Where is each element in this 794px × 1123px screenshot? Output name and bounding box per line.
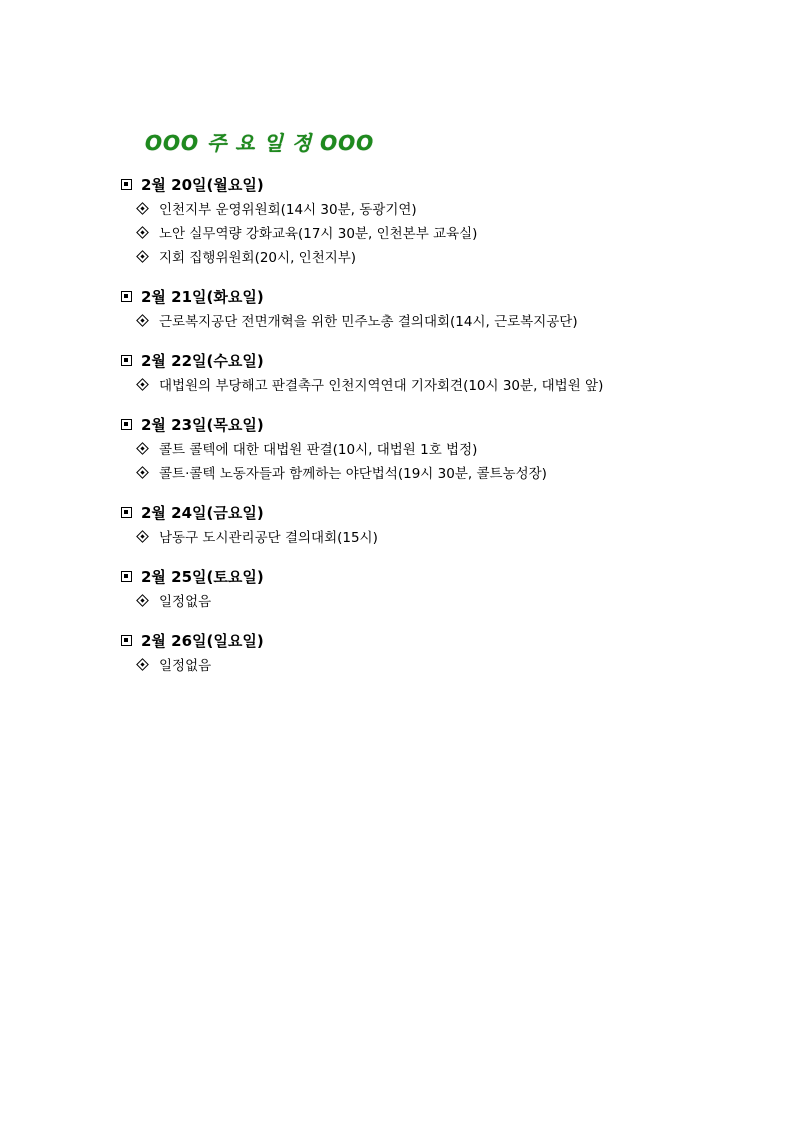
- day-date: 2월 20일(월요일): [141, 175, 264, 194]
- event-item: [121, 244, 761, 268]
- event-item: [121, 372, 761, 396]
- day-section: [121, 500, 761, 548]
- event-item: [121, 220, 761, 244]
- event-text: 콜트 콜텍에 대한 대법원 판결(10시, 대법원 1호 법정): [159, 442, 478, 458]
- diamond-bullet-icon: [136, 530, 149, 543]
- day-section: [121, 172, 761, 268]
- diamond-bullet-icon: [136, 466, 149, 479]
- day-header: [121, 172, 761, 196]
- day-date: 2월 21일(화요일): [141, 287, 264, 306]
- square-bullet-icon: [121, 571, 132, 582]
- day-section: [121, 628, 761, 676]
- page-title: OOO 주 요 일 정 OOO: [145, 131, 375, 155]
- day-header: [121, 348, 761, 372]
- square-bullet-icon: [121, 291, 132, 302]
- square-bullet-icon: [121, 507, 132, 518]
- day-section: [121, 412, 761, 484]
- day-date: 2월 24일(금요일): [141, 503, 264, 522]
- event-text: 근로복지공단 전면개혁을 위한 민주노총 결의대회(14시, 근로복지공단): [159, 314, 578, 330]
- day-date: 2월 23일(목요일): [141, 415, 264, 434]
- event-item: [121, 436, 761, 460]
- diamond-bullet-icon: [136, 314, 149, 327]
- day-header: [121, 564, 761, 588]
- day-section: [121, 284, 761, 332]
- event-text: 대법원의 부당해고 판결촉구 인천지역연대 기자회견(10시 30분, 대법원 앞): [159, 378, 604, 394]
- diamond-bullet-icon: [136, 378, 149, 391]
- event-text: 남동구 도시관리공단 결의대회(15시): [159, 530, 378, 546]
- event-text: 콜트·콜텍 노동자들과 함께하는 야단법석(19시 30분, 콜트농성장): [159, 466, 547, 482]
- day-date: 2월 22일(수요일): [141, 351, 264, 370]
- day-header: [121, 628, 761, 652]
- day-header: [121, 500, 761, 524]
- day-header: [121, 412, 761, 436]
- event-item: [121, 524, 761, 548]
- diamond-bullet-icon: [136, 202, 149, 215]
- event-item: [121, 308, 761, 332]
- day-date: 2월 25일(토요일): [141, 567, 264, 586]
- square-bullet-icon: [121, 419, 132, 430]
- diamond-bullet-icon: [136, 226, 149, 239]
- event-item: [121, 460, 761, 484]
- diamond-bullet-icon: [136, 658, 149, 671]
- event-text: 노안 실무역량 강화교육(17시 30분, 인천본부 교육실): [159, 226, 478, 242]
- event-item: [121, 588, 761, 612]
- square-bullet-icon: [121, 179, 132, 190]
- event-text: 지회 집행위원회(20시, 인천지부): [159, 250, 357, 266]
- square-bullet-icon: [121, 635, 132, 646]
- diamond-bullet-icon: [136, 442, 149, 455]
- square-bullet-icon: [121, 355, 132, 366]
- schedule-list: [121, 172, 761, 692]
- event-text: 인천지부 운영위원회(14시 30분, 동광기연): [159, 202, 417, 218]
- day-date: 2월 26일(일요일): [141, 631, 264, 650]
- day-section: [121, 348, 761, 396]
- event-text: 일정없음: [159, 658, 212, 674]
- diamond-bullet-icon: [136, 594, 149, 607]
- day-section: [121, 564, 761, 612]
- diamond-bullet-icon: [136, 250, 149, 263]
- day-header: [121, 284, 761, 308]
- event-item: [121, 196, 761, 220]
- event-text: 일정없음: [159, 594, 212, 610]
- event-item: [121, 652, 761, 676]
